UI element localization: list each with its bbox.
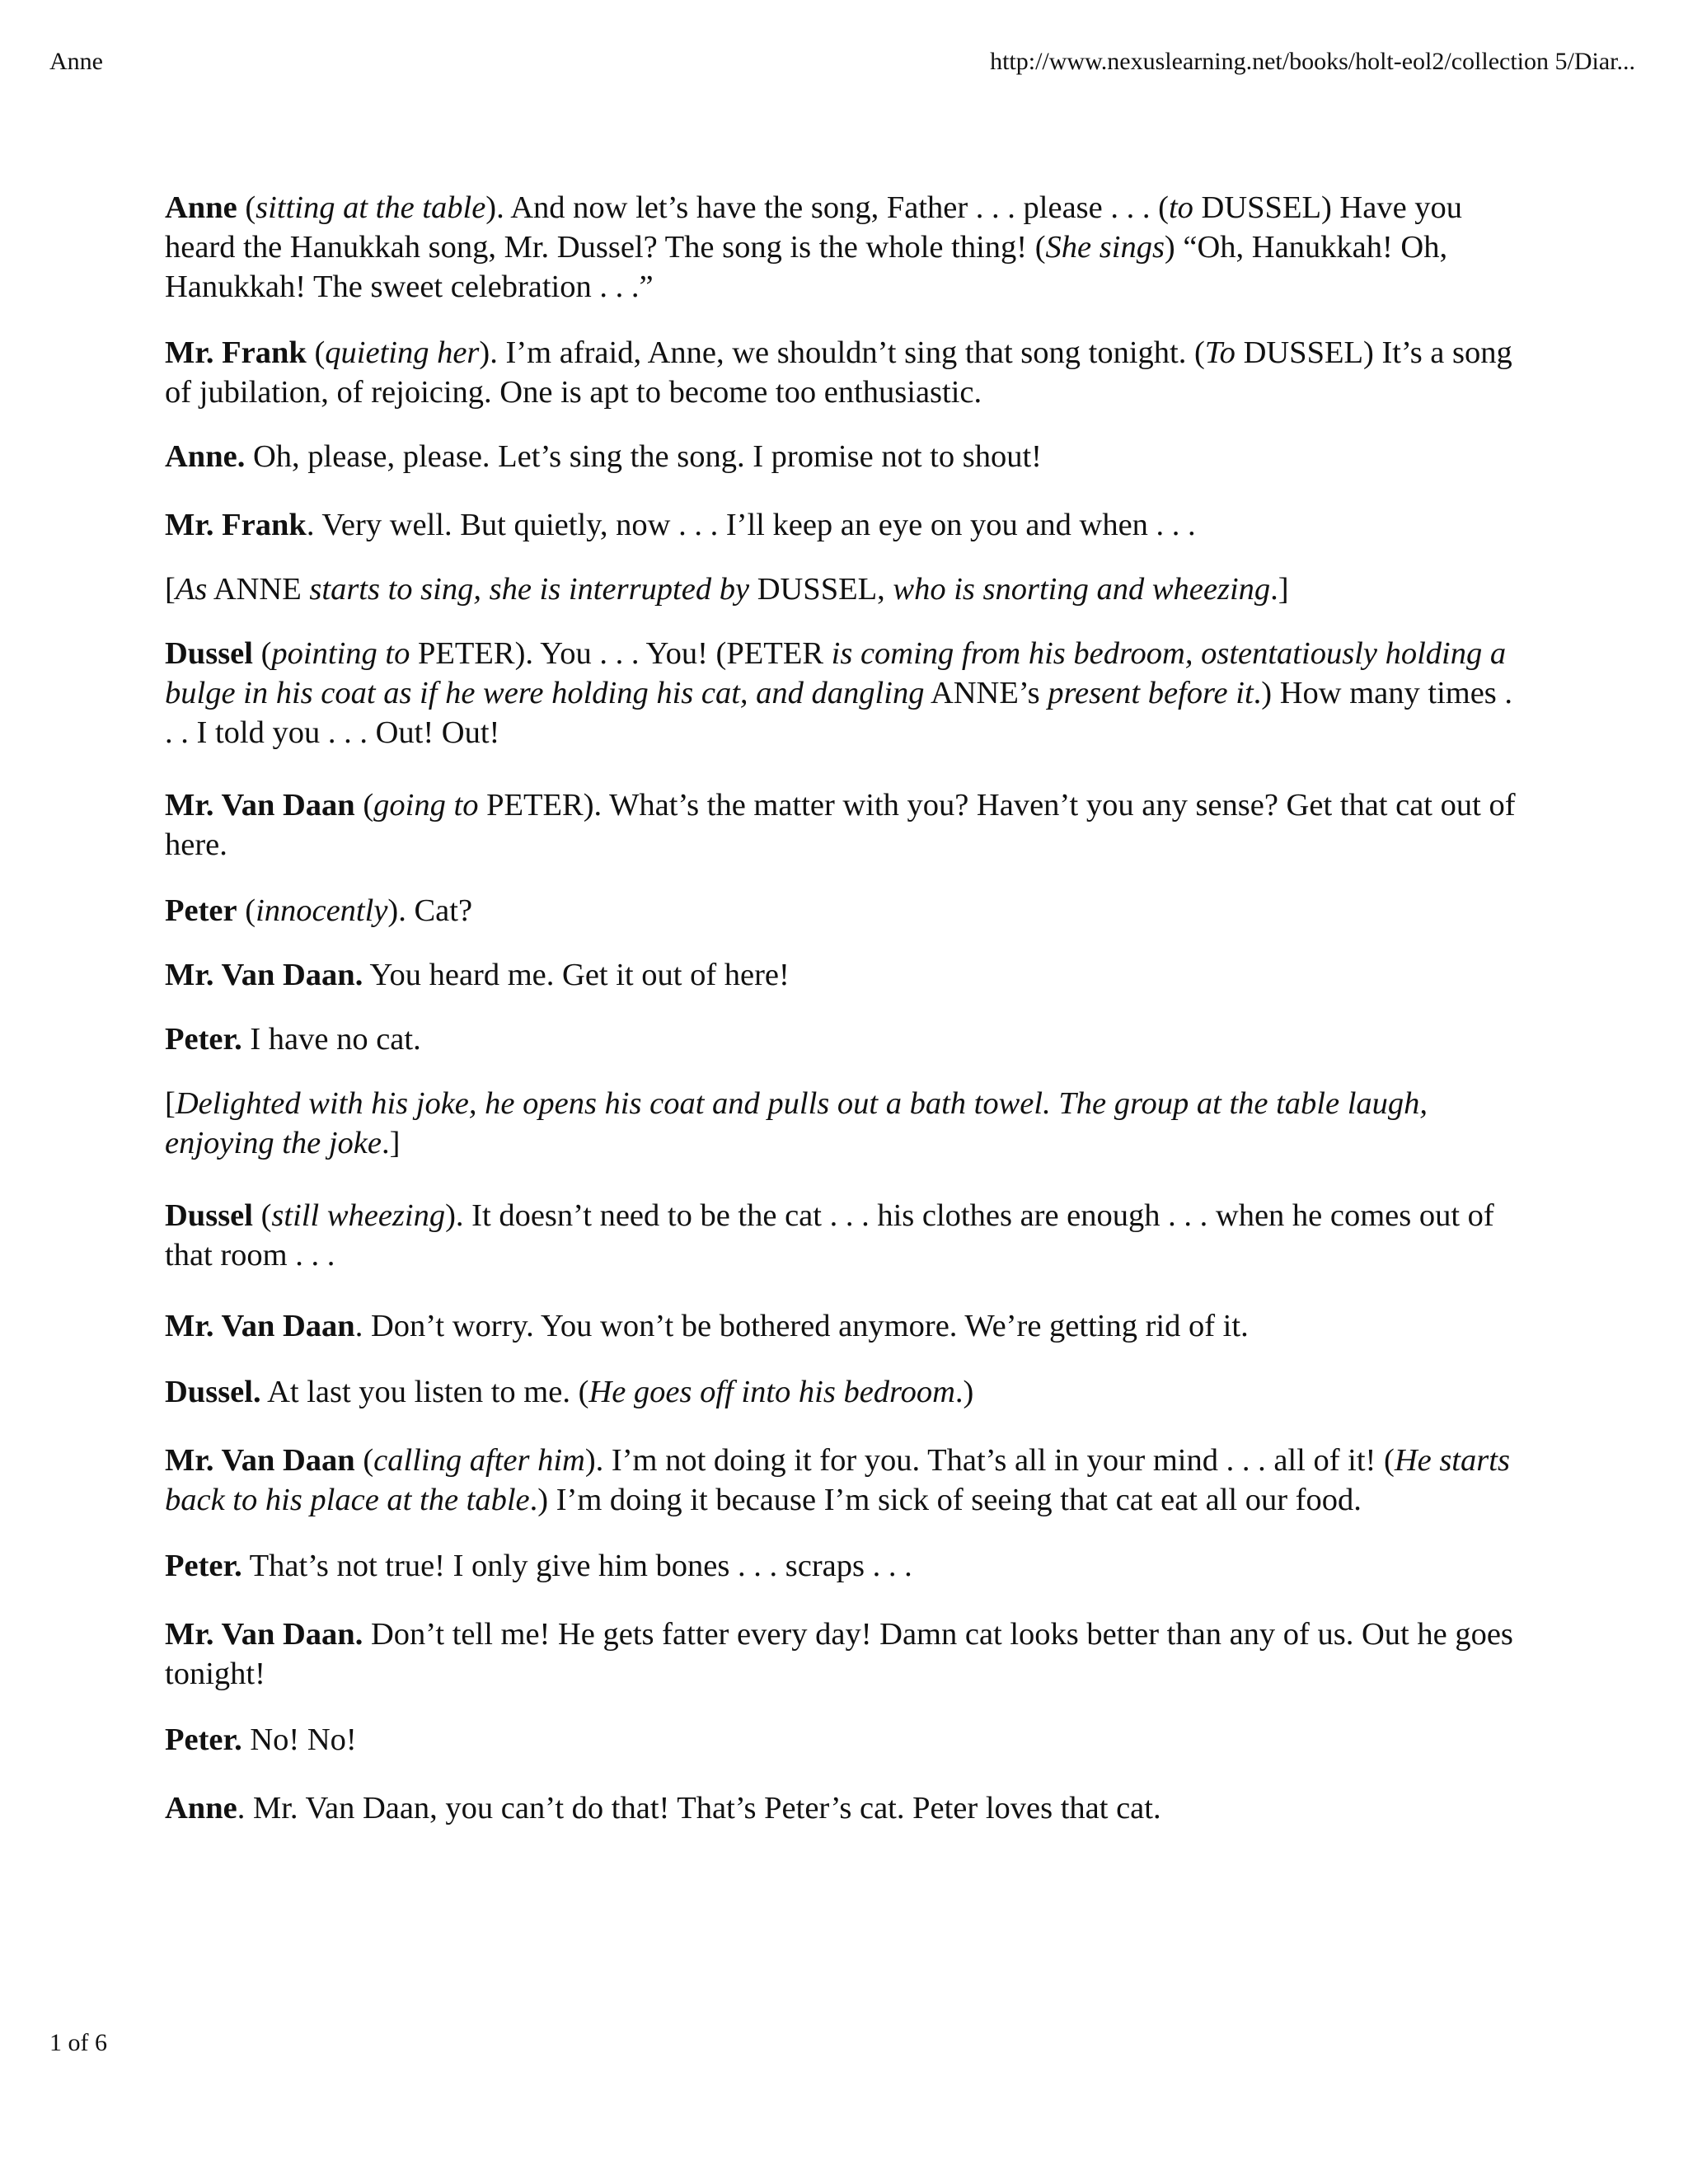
speaker-name: Anne.: [165, 439, 246, 474]
speaker-name: Peter.: [165, 1549, 242, 1583]
dialogue-text: ) “Oh, Hanukkah! Oh, Hanukkah! The sweet celebration . . .”: [165, 230, 1448, 304]
stage-direction-text: calling after him: [373, 1443, 585, 1478]
dialogue-text: . Don’t worry. You won’t be bothered anymore. We’re getting rid of it.: [354, 1309, 1249, 1343]
dialogue-text: Oh, please, please. Let’s sing the song. I promise not to shout!: [245, 439, 1042, 474]
header-url: http://www.nexuslearning.net/books/holt-eol2/collection 5/Diar...: [990, 48, 1635, 75]
speaker-name: Mr. Van Daan: [165, 1309, 355, 1343]
dialogue-paragraph: [165, 1546, 1525, 1586]
page-indicator: 1 of 6: [49, 2029, 107, 2056]
dialogue-text: (: [354, 788, 374, 823]
dialogue-paragraph: [165, 1372, 1525, 1412]
speaker-name: Mr. Van Daan.: [165, 958, 363, 992]
stage-direction-text: quieting her: [325, 335, 480, 370]
dialogue-paragraph: [165, 505, 1525, 545]
speaker-name: Anne: [165, 1791, 237, 1825]
dialogue-text: That’s not true! I only give him bones . . . scraps . . .: [241, 1549, 912, 1583]
dialogue-text: (: [237, 893, 256, 928]
dialogue-text: ). And now let’s have the song, Father . . . please . . . (: [485, 190, 1169, 225]
dialogue-text: ANNE: [207, 572, 310, 607]
stage-direction-text: He starts back to his place at the table: [165, 1443, 1510, 1517]
speaker-name: Dussel.: [165, 1375, 261, 1409]
stage-direction-text: who is snorting and wheezing: [893, 572, 1271, 607]
play-script-body: [165, 162, 1525, 1828]
stage-direction-text: starts to sing, she is interrupted by: [309, 572, 750, 607]
speaker-name: Mr. Van Daan.: [165, 1617, 363, 1652]
dialogue-paragraph: [165, 891, 1525, 930]
speaker-name: Dussel: [165, 1198, 253, 1233]
dialogue-text: . Mr. Van Daan, you can’t do that! That’s Peter’s cat. Peter loves that cat.: [237, 1791, 1161, 1825]
dialogue-text: DUSSEL,: [749, 572, 893, 607]
dialogue-text: (: [306, 335, 326, 370]
dialogue-paragraph: [165, 1615, 1525, 1694]
dialogue-text: .]: [381, 1126, 401, 1160]
dialogue-text: At last you listen to me. (: [260, 1375, 589, 1409]
dialogue-paragraph: [165, 437, 1525, 476]
dialogue-text: [: [165, 1086, 176, 1121]
dialogue-text: ANNE’s: [924, 676, 1048, 710]
dialogue-text: .) I’m doing it because I’m sick of seeing that cat eat all our food.: [529, 1483, 1362, 1517]
dialogue-text: . Very well. But quietly, now . . . I’ll keep an eye on you and when . . .: [306, 508, 1196, 542]
dialogue-text: I have no cat.: [241, 1022, 421, 1057]
stage-direction: [165, 1084, 1525, 1163]
dialogue-paragraph: [165, 634, 1525, 752]
stage-direction-text: is coming from his bedroom, ostentatiously holding a bulge in his coat as if he were holding his cat, and dangling: [165, 636, 1507, 710]
speaker-name: Mr. Van Daan: [165, 1443, 355, 1478]
dialogue-paragraph: [165, 785, 1525, 865]
stage-direction: [165, 569, 1525, 609]
dialogue-paragraph: [165, 1720, 1525, 1760]
stage-direction-text: innocently: [256, 893, 388, 928]
dialogue-text: [: [165, 572, 176, 607]
dialogue-text: ). I’m afraid, Anne, we shouldn’t sing that song tonight. (: [479, 335, 1205, 370]
stage-direction-text: He goes off into his bedroom: [588, 1375, 955, 1409]
dialogue-text: You heard me. Get it out of here!: [363, 958, 790, 992]
stage-direction-text: still wheezing: [271, 1198, 446, 1233]
dialogue-paragraph: [165, 188, 1525, 307]
header-title: Anne: [49, 48, 103, 75]
dialogue-paragraph: [165, 1441, 1525, 1520]
speaker-name: Mr. Van Daan: [165, 788, 355, 823]
dialogue-paragraph: [165, 955, 1525, 995]
dialogue-text: DUSSEL) Have you heard the Hanukkah song, Mr. Dussel? The song is the whole thing! (: [165, 190, 1463, 265]
dialogue-text: DUSSEL) It’s a song of jubilation, of rejoicing. One is apt to become too enthusiastic.: [165, 335, 1512, 410]
dialogue-paragraph: [165, 1196, 1525, 1275]
stage-direction-text: pointing to: [271, 636, 410, 671]
dialogue-text: PETER). You . . . You! (PETER: [410, 636, 832, 671]
stage-direction-text: Delighted with his joke, he opens his coat and pulls out a bath towel. The group at the table laugh, enjoying the joke: [165, 1086, 1428, 1160]
speaker-name: Peter.: [165, 1022, 242, 1057]
dialogue-text: ). It doesn’t need to be the cat . . . his clothes are enough . . . when he comes out of that room . . .: [165, 1198, 1494, 1272]
dialogue-text: (: [237, 190, 256, 225]
stage-direction-text: sitting at the table: [256, 190, 486, 225]
stage-direction-text: present before it: [1048, 676, 1254, 710]
dialogue-text: .): [954, 1375, 974, 1409]
dialogue-paragraph: [165, 333, 1525, 412]
speaker-name: Peter.: [165, 1722, 242, 1757]
dialogue-text: (: [252, 636, 272, 671]
stage-direction-text: To: [1204, 335, 1236, 370]
stage-direction-text: As: [175, 572, 208, 607]
stage-direction-text: to: [1168, 190, 1193, 225]
dialogue-text: ). I’m not doing it for you. That’s all in your mind . . . all of it! (: [584, 1443, 1395, 1478]
dialogue-text: PETER). What’s the matter with you? Haven’t you any sense? Get that cat out of here.: [165, 788, 1516, 862]
dialogue-text: .) How many times . . . I told you . . . Out! Out!: [165, 676, 1513, 750]
speaker-name: Dussel: [165, 636, 253, 671]
dialogue-text: (: [252, 1198, 272, 1233]
speaker-name: Peter: [165, 893, 237, 928]
dialogue-paragraph: [165, 1788, 1525, 1828]
speaker-name: Mr. Frank: [165, 335, 307, 370]
dialogue-paragraph: [165, 1306, 1525, 1346]
stage-direction-text: She sings: [1045, 230, 1165, 265]
dialogue-text: No! No!: [241, 1722, 357, 1757]
dialogue-text: (: [354, 1443, 374, 1478]
dialogue-text: Don’t tell me! He gets fatter every day! Damn cat looks better than any of us. Out he goes tonight!: [165, 1617, 1513, 1691]
speaker-name: Mr. Frank: [165, 508, 307, 542]
speaker-name: Anne: [165, 190, 237, 225]
dialogue-paragraph: [165, 1019, 1525, 1059]
dialogue-text: .]: [1270, 572, 1289, 607]
stage-direction-text: going to: [373, 788, 479, 823]
dialogue-text: ). Cat?: [387, 893, 473, 928]
